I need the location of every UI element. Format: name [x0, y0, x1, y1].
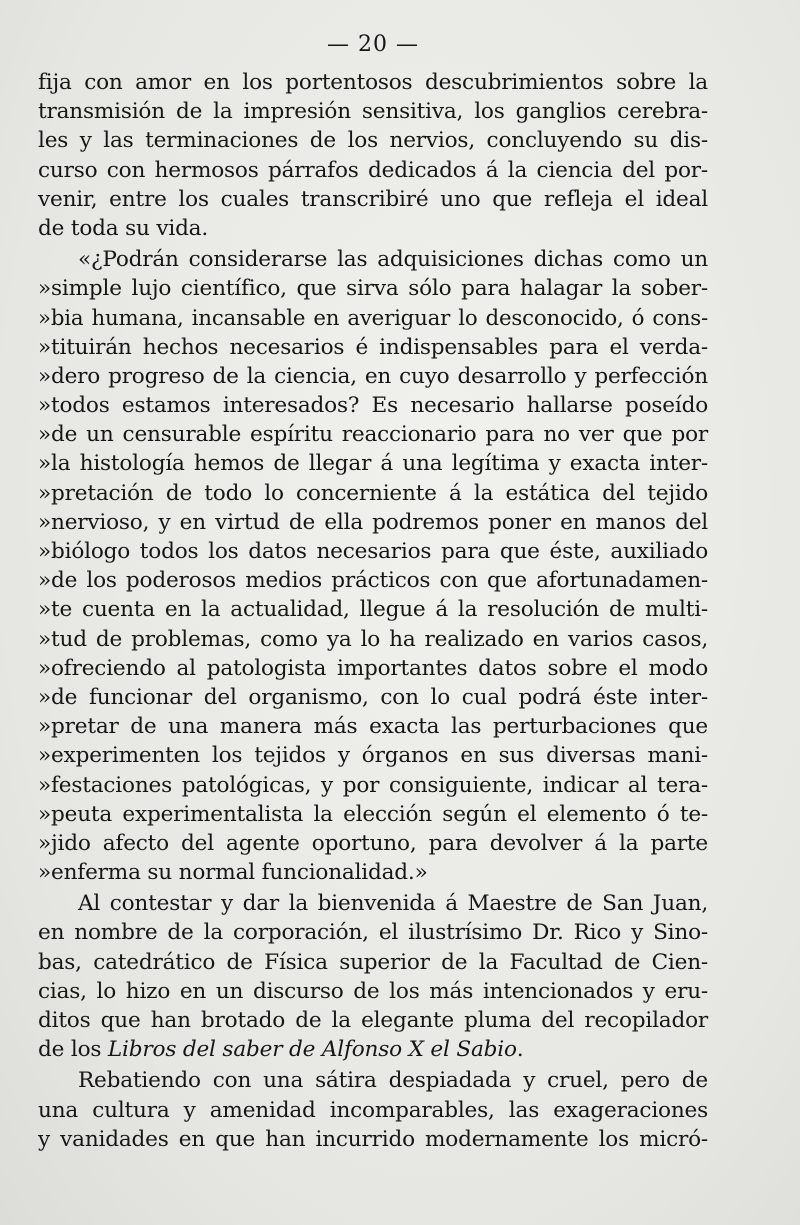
text-line: [38, 771, 708, 800]
text-line-content: »tituirán hechos necesarios é indispensables para el verda-: [38, 334, 708, 360]
text-line-content: »pretación de todo lo concerniente á la estática del tejido: [38, 480, 708, 506]
text-line: [38, 479, 708, 508]
text-line-content: »experimenten los tejidos y órganos en sus diversas mani-: [38, 743, 708, 769]
text-line-content: una cultura y amenidad incomparables, las exageraciones: [38, 1097, 708, 1123]
text-line: [38, 625, 708, 654]
text-line: [38, 800, 708, 829]
text-line-content: «¿Podrán considerarse las adquisiciones dichas como un: [78, 247, 708, 273]
text-line: [38, 889, 708, 918]
text-line: [38, 185, 708, 214]
text-line: [38, 948, 708, 977]
text-line: [38, 68, 708, 97]
text-line: [38, 274, 708, 303]
text-line-content: les y las terminaciones de los nervios, concluyendo su dis-: [38, 128, 708, 154]
text-line-content: fija con amor en los portentosos descubrimientos sobre la: [38, 70, 708, 95]
text-line: [38, 683, 708, 712]
text-line: [38, 654, 708, 683]
body-text: [38, 68, 708, 1154]
text-line-suffix: .: [516, 1037, 524, 1063]
text-line: [38, 1125, 708, 1154]
text-line-content: bas, catedrático de Física superior de la Facultad de Cien-: [38, 949, 708, 975]
text-line: [38, 333, 708, 362]
text-line: [38, 1066, 708, 1095]
text-line-content: »de los poderosos medios prácticos con que afortunadamen-: [38, 568, 708, 594]
text-line-content: »te cuenta en la actualidad, llegue á la resolución de multi-: [38, 597, 708, 623]
text-line-content: Al contestar y dar la bienvenida á Maestre de San Juan,: [78, 891, 708, 917]
text-line: [38, 391, 708, 420]
text-line: [38, 126, 708, 155]
text-line-content: »ofreciendo al patologista importantes datos sobre el modo: [38, 655, 708, 681]
text-line-content: »nervioso, y en virtud de ella podremos poner en manos del: [38, 509, 708, 535]
text-line-content: y vanidades en que han incurrido modernamente los micró-: [38, 1126, 708, 1152]
text-line-content: »la histología hemos de llegar á una legítima y exacta inter-: [38, 451, 708, 477]
page-number: — 20 —: [327, 32, 419, 57]
text-line: [38, 362, 708, 391]
text-line-content: de toda su vida.: [38, 215, 209, 241]
text-line: [38, 156, 708, 185]
text-line: [38, 304, 708, 333]
text-line-content: venir, entre los cuales transcribiré uno que refleja el ideal: [38, 186, 708, 212]
text-line: [38, 245, 708, 274]
text-line: [38, 449, 708, 478]
text-line: [38, 595, 708, 624]
text-line: [38, 977, 708, 1006]
text-line-content: »peuta experimentalista la elección según el elemento ó te-: [38, 801, 708, 827]
text-line-content: »enferma su normal funcionalidad.»: [38, 860, 428, 886]
text-line-content: »jido afecto del agente oportuno, para devolver á la parte: [38, 830, 708, 856]
text-line: [38, 508, 708, 537]
text-line: [38, 214, 708, 243]
text-line-content: »pretar de una manera más exacta las perturbaciones que: [38, 714, 708, 740]
text-line-content: »bia humana, incansable en averiguar lo desconocido, ó cons-: [38, 305, 708, 331]
text-line-content: »de un censurable espíritu reaccionario para no ver que por: [38, 422, 708, 448]
text-line-content: »dero progreso de la ciencia, en cuyo desarrollo y perfección: [38, 363, 708, 389]
text-line: [38, 420, 708, 449]
text-line: [38, 1006, 708, 1035]
text-line-content: »simple lujo científico, que sirva sólo para halagar la sober-: [38, 276, 708, 302]
text-line: [38, 97, 708, 126]
italic-book-title: Libros del saber de Alfonso X el Sabio: [107, 1037, 517, 1063]
text-line-content: en nombre de la corporación, el ilustrísimo Dr. Rico y Sino-: [38, 920, 708, 946]
text-line-content: »todos estamos interesados? Es necesario hallarse poseído: [38, 393, 708, 419]
text-line: [38, 566, 708, 595]
text-line-content: de los: [38, 1037, 108, 1063]
text-line: [38, 829, 708, 858]
text-line-content: »biólogo todos los datos necesarios para que éste, auxiliado: [38, 539, 708, 564]
text-line-content: transmisión de la impresión sensitiva, los ganglios cerebra-: [38, 99, 708, 125]
text-line: [38, 858, 708, 887]
text-line: [38, 1035, 708, 1064]
text-line-content: Rebatiendo con una sátira despiadada y cruel, pero de: [78, 1068, 708, 1094]
text-line: [38, 712, 708, 741]
text-line-content: ditos que han brotado de la elegante pluma del recopilador: [38, 1008, 708, 1033]
text-line: [38, 741, 708, 770]
text-line-content: »de funcionar del organismo, con lo cual podrá éste inter-: [38, 684, 708, 710]
text-line: [38, 918, 708, 947]
text-line-content: curso con hermosos párrafos dedicados á la ciencia del por-: [38, 157, 708, 183]
text-line: [38, 537, 708, 566]
text-line-content: »festaciones patológicas, y por consiguiente, indicar al tera-: [38, 772, 708, 798]
text-line-content: cias, lo hizo en un discurso de los más intencionados y eru-: [38, 978, 708, 1004]
text-line-content: »tud de problemas, como ya lo ha realizado en varios casos,: [38, 626, 708, 652]
text-line: [38, 1096, 708, 1125]
